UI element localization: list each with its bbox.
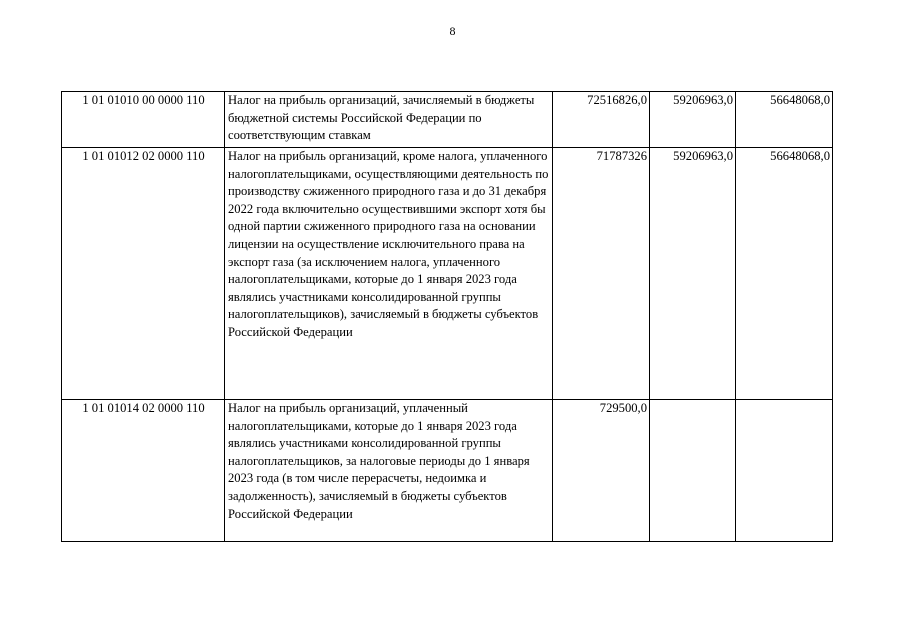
- budget-code-cell: 1 01 01014 02 0000 110: [62, 400, 225, 542]
- revenue-name-cell: Налог на прибыль организаций, уплаченный налогоплательщиками, которые до 1 января 2023 года являлись участниками консолидированной группы налогоплательщиков, за налоговые периоды до 1 января 2023 года (в том числе перерасчеты, недоимка и задолженность), зачисляемый в бюджеты субъектов Российской Федерации: [225, 400, 553, 542]
- table-row: [62, 400, 833, 542]
- value-cell-3: 56648068,0: [736, 148, 833, 400]
- page-number: 8: [449, 24, 456, 38]
- budget-code-cell: 1 01 01010 00 0000 110: [62, 92, 225, 148]
- table-row: [62, 92, 833, 148]
- revenue-table: [61, 91, 833, 542]
- value-cell-2: [650, 400, 736, 542]
- budget-code-cell: 1 01 01012 02 0000 110: [62, 148, 225, 400]
- revenue-name-cell: Налог на прибыль организаций, зачисляемый в бюджеты бюджетной системы Российской Федерации по соответствующим ставкам: [225, 92, 553, 148]
- value-cell-1: 729500,0: [553, 400, 650, 542]
- value-cell-2: 59206963,0: [650, 92, 736, 148]
- value-cell-1: 72516826,0: [553, 92, 650, 148]
- revenue-name-cell: Налог на прибыль организаций, кроме налога, уплаченного налогоплательщиками, осуществляющими деятельность по производству сжиженного природного газа и до 31 декабря 2022 года включительно осуществившими экспорт хотя бы одной партии сжиженного природного газа на основании лицензии на осуществление исключительного права на экспорт газа (за исключением налога, уплаченного налогоплательщиками, которые до 1 января 2023 года являлись участниками консолидированной группы налогоплательщиков), зачисляемый в бюджеты субъектов Российской Федерации: [225, 148, 553, 400]
- value-cell-1: 71787326: [553, 148, 650, 400]
- value-cell-2: 59206963,0: [650, 148, 736, 400]
- table-row: [62, 148, 833, 400]
- value-cell-3: [736, 400, 833, 542]
- value-cell-3: 56648068,0: [736, 92, 833, 148]
